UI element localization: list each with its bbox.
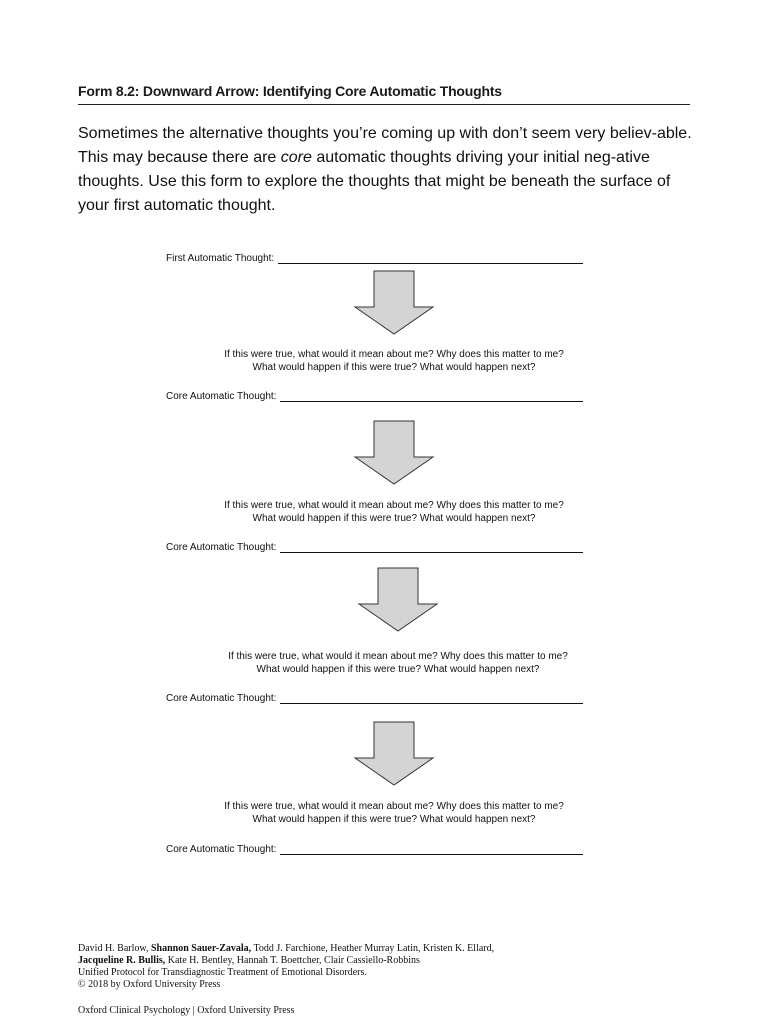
intro-text-part2: automatic thoughts driving your initial neg-ative thoughts. Use this form to explore the thoughts that might be beneath the surface of your first automatic thought. bbox=[78, 149, 671, 214]
down-arrow-icon bbox=[353, 721, 435, 787]
core-automatic-thought-line[interactable] bbox=[280, 844, 583, 855]
citation-author-text: David H. Barlow, bbox=[78, 943, 151, 954]
reflection-prompt bbox=[174, 800, 614, 826]
prompt-line-2: What would happen if this were true? What would happen next? bbox=[256, 664, 540, 675]
core-automatic-thought-label: Core Automatic Thought: bbox=[166, 693, 277, 704]
prompt-line-2: What would happen if this were true? What would happen next? bbox=[252, 513, 536, 524]
prompt-line-2: What would happen if this were true? What would happen next? bbox=[252, 362, 536, 373]
citation-author-bold: Jacqueline R. Bullis, bbox=[78, 955, 166, 966]
citation-authors-line-2 bbox=[78, 955, 698, 967]
citation-author-bold: Shannon Sauer-Zavala, bbox=[150, 943, 252, 954]
reflection-prompt bbox=[174, 348, 614, 374]
first-automatic-thought-label: First Automatic Thought: bbox=[166, 253, 275, 264]
core-automatic-thought-field[interactable] bbox=[166, 391, 583, 402]
first-automatic-thought-line[interactable] bbox=[278, 253, 583, 264]
down-arrow-icon bbox=[353, 420, 435, 486]
first-automatic-thought-field[interactable] bbox=[166, 253, 583, 264]
intro-text-part1: Sometimes the alternative thoughts you’re coming up with don’t seem very believ-able. This may because there are bbox=[78, 125, 692, 166]
core-automatic-thought-line[interactable] bbox=[280, 542, 583, 553]
reflection-prompt bbox=[174, 499, 614, 525]
core-automatic-thought-label: Core Automatic Thought: bbox=[166, 542, 277, 553]
prompt-line-1: If this were true, what would it mean about me? Why does this matter to me? bbox=[224, 349, 564, 360]
citation-author-text: Kate H. Bentley, Hannah T. Boettcher, Clair Cassiello-Robbins bbox=[165, 955, 420, 966]
core-automatic-thought-label: Core Automatic Thought: bbox=[166, 844, 277, 855]
prompt-line-1: If this were true, what would it mean about me? Why does this matter to me? bbox=[228, 651, 568, 662]
core-automatic-thought-line[interactable] bbox=[280, 391, 583, 402]
prompt-line-1: If this were true, what would it mean about me? Why does this matter to me? bbox=[224, 500, 564, 511]
intro-emphasis: core bbox=[280, 149, 312, 166]
citation-book-title: Unified Protocol for Transdiagnostic Treatment of Emotional Disorders. bbox=[78, 967, 367, 978]
citation-author-text: Todd J. Farchione, Heather Murray Latin, Kristen K. Ellard, bbox=[251, 943, 495, 954]
prompt-line-2: What would happen if this were true? What would happen next? bbox=[252, 814, 536, 825]
publisher-line: Oxford Clinical Psychology | Oxford University Press bbox=[78, 1005, 295, 1016]
reflection-prompt bbox=[178, 650, 618, 676]
citation-copyright: © 2018 by Oxford University Press bbox=[78, 979, 221, 990]
core-automatic-thought-field[interactable] bbox=[166, 542, 583, 553]
core-automatic-thought-field[interactable] bbox=[166, 693, 583, 704]
form-title: Form 8.2: Downward Arrow: Identifying Core Automatic Thoughts bbox=[78, 83, 690, 105]
core-automatic-thought-label: Core Automatic Thought: bbox=[166, 391, 277, 402]
citation-block bbox=[78, 943, 698, 991]
intro-paragraph bbox=[78, 122, 698, 218]
down-arrow-icon bbox=[353, 270, 435, 336]
core-automatic-thought-field[interactable] bbox=[166, 844, 583, 855]
down-arrow-icon bbox=[357, 567, 439, 633]
core-automatic-thought-line[interactable] bbox=[280, 693, 583, 704]
prompt-line-1: If this were true, what would it mean about me? Why does this matter to me? bbox=[224, 801, 564, 812]
citation-authors-line-1 bbox=[78, 943, 698, 955]
